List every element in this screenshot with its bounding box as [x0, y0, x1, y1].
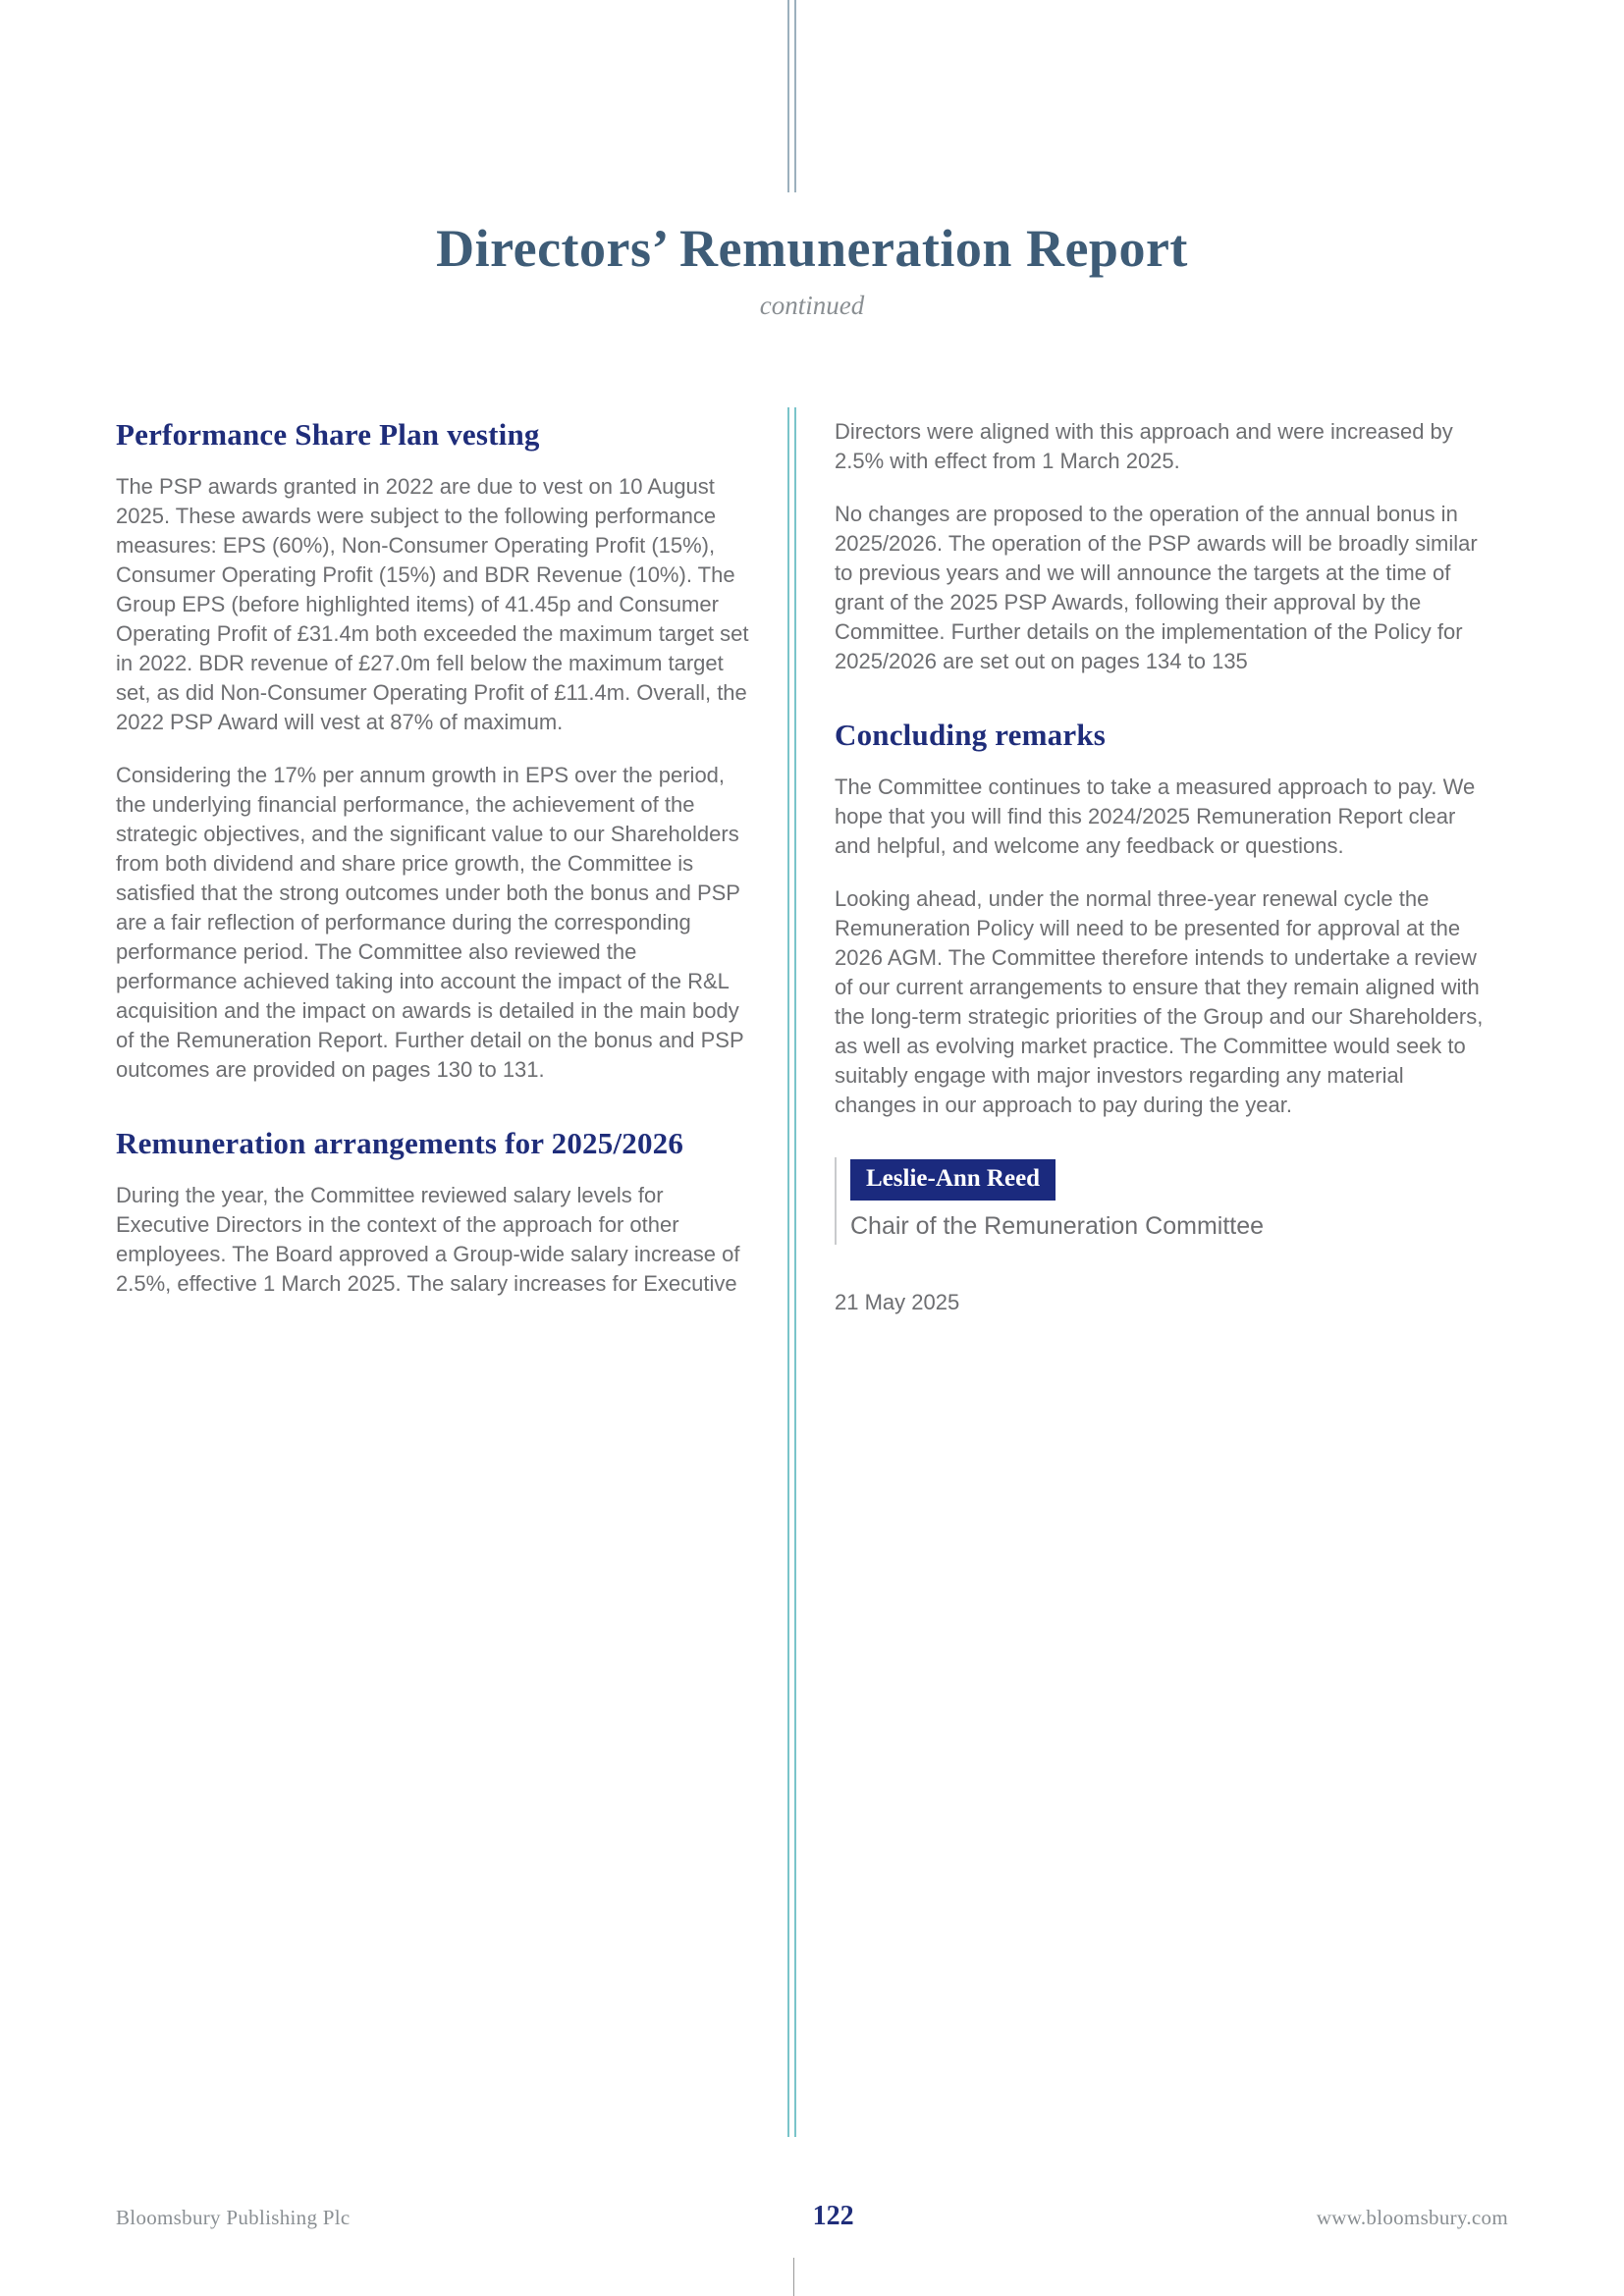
footer-page-number: 122 [812, 2201, 854, 2231]
center-double-rule [787, 407, 796, 2137]
left-column [116, 417, 756, 1322]
right-column [835, 417, 1489, 1315]
paragraph-remuneration-arrangements-1: During the year, the Committee reviewed salary levels for Executive Directors in the context of the approach for other employees. The Board approved a Group-wide salary increase of 2.5%, effective 1 March 2025. The salary increases for Executive [116, 1183, 740, 1296]
top-double-rule [787, 0, 796, 192]
heading-concluding-remarks: Concluding remarks [835, 718, 1107, 752]
signature-date: 21 May 2025 [835, 1290, 960, 1314]
signatory-role: Chair of the Remuneration Committee [850, 1212, 1265, 1240]
page-subtitle: continued [759, 291, 865, 320]
paragraph-remuneration-arrangements-3: No changes are proposed to the operation of the annual bonus in 2025/2026. The operation of the PSP awards will be broadly similar to previous years and we will announce the targets at the time of grant of the 2025 PSP Awards, following their approval by the Committee. Further details on the implementation of the Policy for 2025/2026 are set out on pages 134 to 135 [835, 502, 1478, 673]
paragraph-psp-vesting-1: The PSP awards granted in 2022 are due to vest on 10 August 2025. These awards were subject to the following performance measures: EPS (60%), Non-Consumer Operating Profit (15%), Consumer Operating Profit (15%) and BDR Revenue (10%). The Group EPS (before highlighted items) of 41.45p and Consumer Operating Profit of £31.4m both exceeded the maximum target set in 2022. BDR revenue of £27.0m fell below the maximum target set, as did Non-Consumer Operating Profit of £11.4m. Overall, the 2022 PSP Award will vest at 87% of maximum. [116, 474, 749, 734]
bottom-rule [793, 2258, 794, 2296]
paragraph-concluding-remarks-1: The Committee continues to take a measured approach to pay. We hope that you will find this 2024/2025 Remuneration Report clear and helpful, and welcome any feedback or questions. [835, 774, 1476, 858]
signature-block [835, 1157, 1489, 1245]
page-footer [116, 2201, 1508, 2232]
paragraph-remuneration-arrangements-2: Directors were aligned with this approach and were increased by 2.5% with effect from 1 March 2025. [835, 419, 1453, 473]
paragraph-concluding-remarks-2: Looking ahead, under the normal three-year renewal cycle the Remuneration Policy will need to be presented for approval at the 2026 AGM. The Committee therefore intends to undertake a review of our current arrangements to ensure that they remain aligned with the long-term strategic priorities of the Group and our Shareholders, as well as evolving market practice. The Committee would seek to suitably engage with major investors regarding any material changes in our approach to pay during the year. [835, 886, 1484, 1117]
paragraph-psp-vesting-2: Considering the 17% per annum growth in EPS over the period, the underlying financial performance, the achievement of the strategic objectives, and the significant value to our Shareholders from both dividend and share price growth, the Committee is satisfied that the strong outcomes under both the bonus and PSP are a fair reflection of performance during the corresponding performance period. The Committee also reviewed the performance achieved taking into account the impact of the R&L acquisition and the impact on awards is detailed in the main body of the Remuneration Report. Further detail on the bonus and PSP outcomes are provided on pages 130 to 131. [116, 763, 744, 1082]
page-title: Directors’ Remuneration Report [436, 219, 1188, 278]
footer-website-link: www.bloomsbury.com [1316, 2206, 1508, 2229]
heading-remuneration-arrangements: Remuneration arrangements for 2025/2026 [116, 1126, 684, 1160]
heading-performance-share-plan-vesting: Performance Share Plan vesting [116, 417, 540, 452]
signatory-name-badge: Leslie-Ann Reed [850, 1159, 1056, 1201]
footer-company-name: Bloomsbury Publishing Plc [116, 2206, 351, 2229]
